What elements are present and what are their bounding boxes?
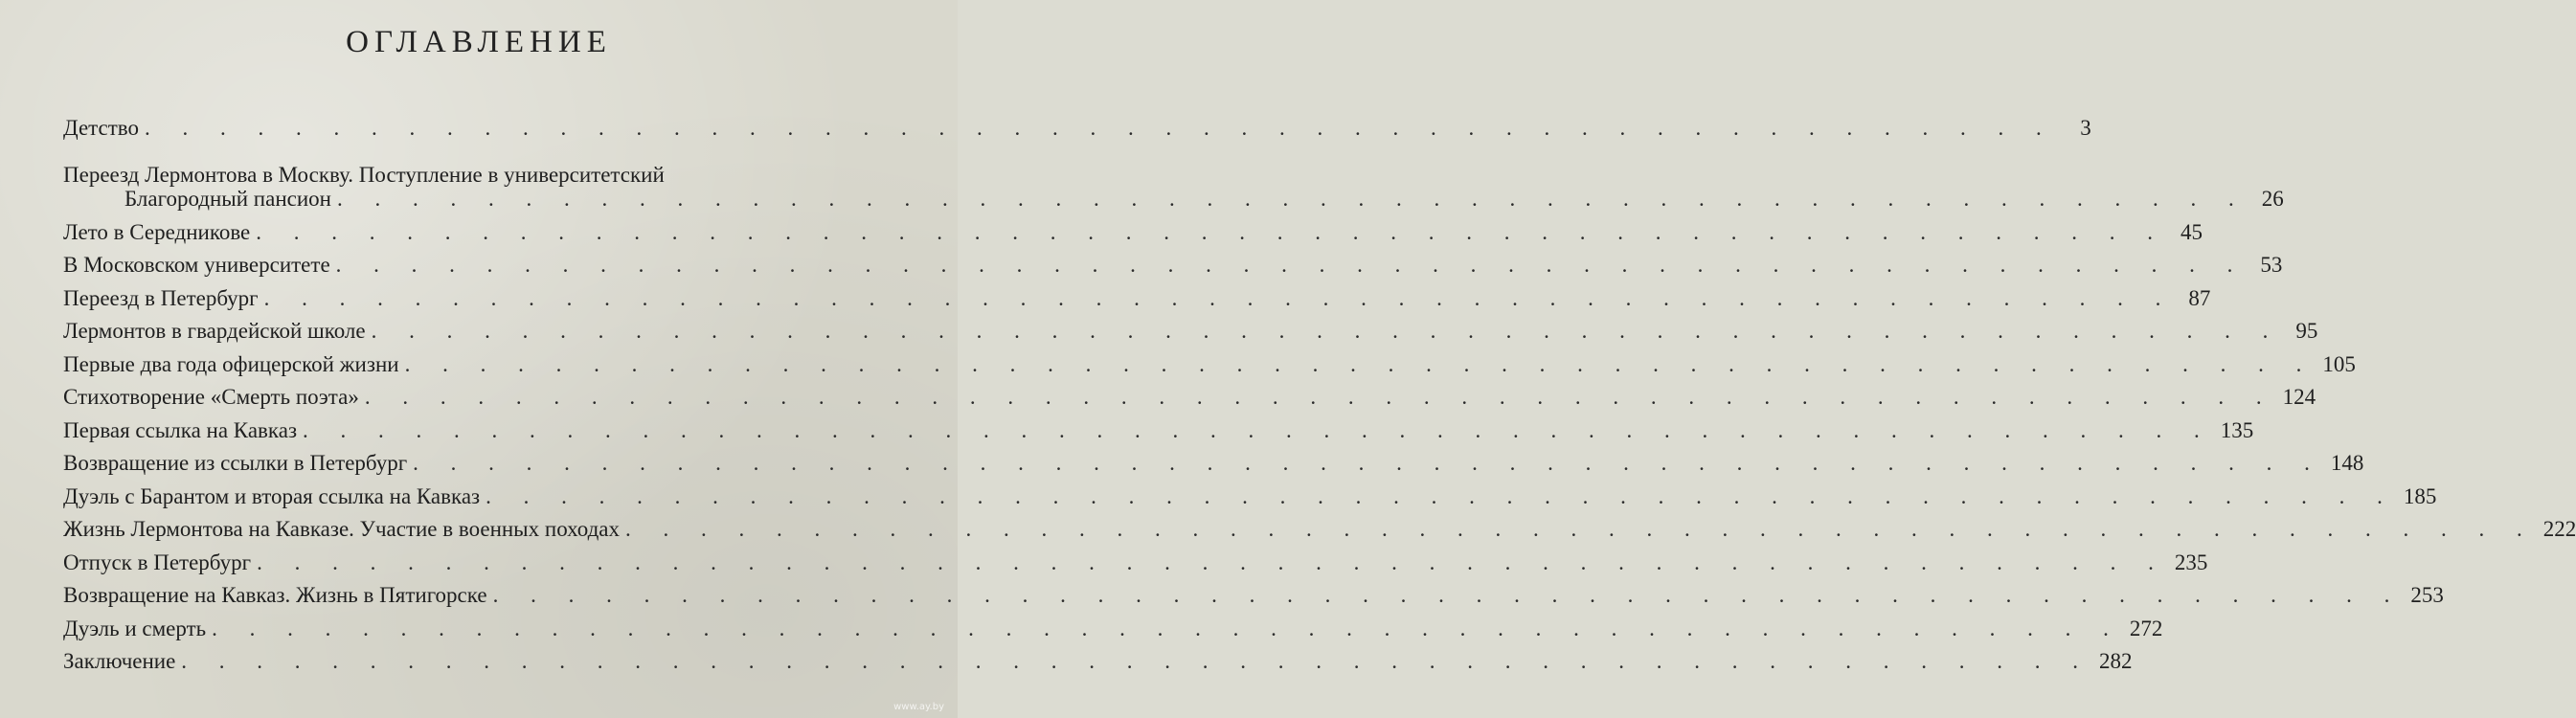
watermark: www.ay.by	[893, 702, 944, 712]
dot-leader: . . . . . . . . . . . . . . . . . . . . . . . . . . . . . . . . . . . . . . . . . . . . . . . . . . .	[413, 451, 2323, 476]
dot-leader: . . . . . . . . . . . . . . . . . . . . . . . . . . . . . . . . . . . . . . . . . . . . . . . . . . .	[256, 219, 2167, 244]
toc-entry-title-continued: Благородный пансион	[124, 187, 331, 212]
dot-leader: . . . . . . . . . . . . . . . . . . . . . . . . . . . . . . . . . . . . . . . . . . . . . . . . . . .	[486, 483, 2396, 508]
toc-entry-title: Дуэль и смерть	[63, 616, 207, 640]
dot-leader: . . . . . . . . . . . . . . . . . . . . . . . . . . . . . . . . . . . . . . . . . . . . . . . . . . .	[492, 583, 2404, 608]
dot-leader: . . . . . . . . . . . . . . . . . . . . . . . . . . . . . . . . . . . . . . . . . . . . . . . . . . .	[336, 187, 2248, 212]
toc-entry	[63, 212, 2203, 245]
toc-entry-page: 148	[2330, 451, 2364, 476]
toc-entry-continuation	[63, 187, 2284, 212]
toc-entry-page: 135	[2220, 417, 2254, 442]
toc-entry-title: Отпуск в Петербург	[63, 550, 252, 574]
toc-entry-title: Переезд Лермонтова в Москву. Поступление в университетский	[63, 162, 665, 187]
toc-entry-title: Жизнь Лермонтова на Кавказе. Участие в военных походах	[63, 517, 620, 542]
table-of-contents	[63, 107, 2576, 674]
toc-entry	[63, 508, 2576, 542]
toc-entry	[63, 141, 2284, 212]
toc-entry-title: Стихотворение «Смерть поэта»	[63, 385, 359, 410]
toc-entry-page: 105	[2322, 351, 2356, 376]
toc-entry-title: Переезд в Петербург	[63, 285, 259, 310]
toc-entry-title: Первая ссылка на Кавказ	[63, 417, 298, 442]
dot-leader: . . . . . . . . . . . . . . . . . . . . . . . . . . . . . . . . . . . . . . . . . . . . . . . . . . .	[263, 285, 2175, 310]
dot-leader: . . . . . . . . . . . . . . . . . . . . . . . . . . . . . . . . . . . . . . . . . . . . . . . . . . .	[625, 517, 2536, 542]
toc-entry	[63, 410, 2254, 443]
toc-entry	[63, 476, 2437, 509]
toc-entry	[63, 244, 2283, 278]
dot-leader: . . . . . . . . . . . . . . . . . . . . . . . . . . . . . . . . . . . . . . . . . . . . . . . . . . .	[181, 649, 2092, 674]
toc-entry-page: 45	[2181, 219, 2203, 244]
toc-entry-page: 87	[2188, 285, 2211, 310]
toc-entry-page: 185	[2403, 483, 2437, 508]
toc-entry-page: 53	[2260, 253, 2283, 278]
toc-entry-page: 3	[2080, 116, 2091, 141]
dot-leader: . . . . . . . . . . . . . . . . . . . . . . . . . . . . . . . . . . . . . . . . . . . . . . . . . . .	[364, 385, 2275, 410]
toc-entry	[63, 107, 2091, 141]
toc-entry-title: Возвращение на Кавказ. Жизнь в Пятигорске	[63, 583, 487, 608]
toc-entry-page: 124	[2282, 385, 2316, 410]
toc-entry-title: Заключение	[63, 649, 176, 674]
dot-leader: . . . . . . . . . . . . . . . . . . . . . . . . . . . . . . . . . . . . . . . . . . . . . . . . . . .	[371, 319, 2282, 344]
toc-entry	[63, 574, 2444, 608]
toc-entry-page: 272	[2129, 616, 2163, 640]
dot-leader: . . . . . . . . . . . . . . . . . . . . . . . . . . . . . . . . . . . . . . . . . . . . . . . . . . .	[212, 616, 2122, 640]
toc-entry-page: 253	[2410, 583, 2444, 608]
toc-entry-title: Первые два года офицерской жизни	[63, 351, 399, 376]
toc-entry-title: В Московском университете	[63, 253, 330, 278]
toc-entry-page: 235	[2174, 550, 2208, 574]
toc-entry	[63, 608, 2163, 641]
toc-entry	[63, 278, 2211, 311]
toc-entry	[63, 542, 2208, 575]
page-title: ОГЛАВЛЕНИЕ	[346, 25, 612, 59]
toc-entry-title: Дуэль с Барантом и вторая ссылка на Кавказ	[63, 483, 481, 508]
dot-leader: . . . . . . . . . . . . . . . . . . . . . . . . . . . . . . . . . . . . . . . . . . . . . . . . . . .	[257, 550, 2167, 574]
toc-entry-page: 26	[2261, 187, 2284, 212]
dot-leader: . . . . . . . . . . . . . . . . . . . . . . . . . . . . . . . . . . . . . . . . . . . . . . . . . . .	[303, 417, 2213, 442]
toc-entry-title: Детство	[63, 116, 139, 141]
toc-entry-title: Лермонтов в гвардейской школе	[63, 319, 366, 344]
dot-leader: . . . . . . . . . . . . . . . . . . . . . . . . . . . . . . . . . . . . . . . . . . . . . . . . . . .	[404, 351, 2316, 376]
toc-entry	[63, 310, 2318, 344]
toc-entry-title: Возвращение из ссылки в Петербург	[63, 451, 408, 476]
toc-entry	[63, 376, 2316, 410]
toc-entry	[63, 442, 2364, 476]
toc-entry-page: 282	[2099, 649, 2133, 674]
dot-leader: . . . . . . . . . . . . . . . . . . . . . . . . . . . . . . . . . . . . . . . . . . . . . . . . . . .	[144, 116, 2055, 141]
toc-entry	[63, 344, 2356, 377]
toc-entry-page: 222	[2542, 517, 2576, 542]
toc-entry-page: 95	[2295, 319, 2318, 344]
toc-entry	[63, 640, 2133, 674]
toc-entry-title: Лето в Середникове	[63, 219, 251, 244]
dot-leader: . . . . . . . . . . . . . . . . . . . . . . . . . . . . . . . . . . . . . . . . . . . . . . . . . . .	[335, 253, 2247, 278]
